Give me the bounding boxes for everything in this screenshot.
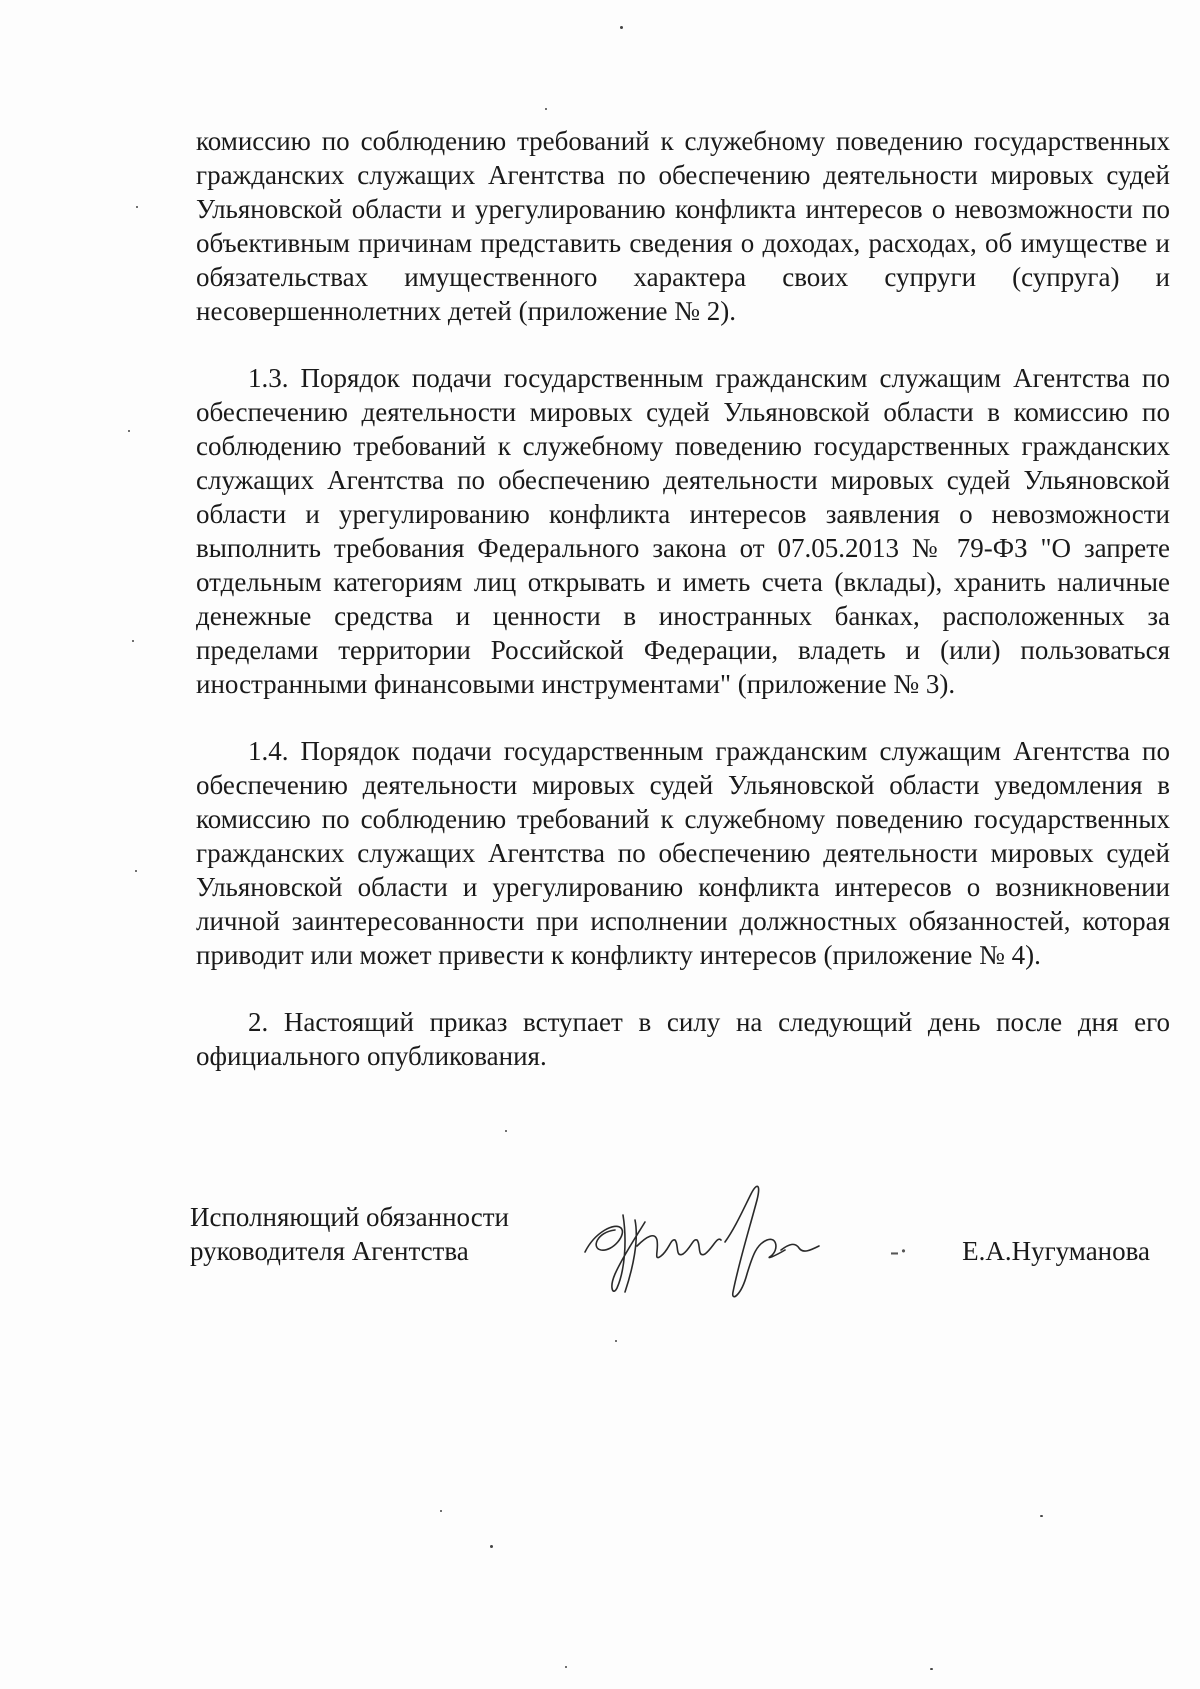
scan-speck [615, 1340, 617, 1342]
scan-speck [490, 1545, 493, 1548]
signature-dash: -· [890, 1236, 908, 1266]
paragraph-1-4: 1.4. Порядок подачи государственным гражданским служащим Агентства по обеспечению деятельности мировых судей Ульяновской области уведомления в комиссию по соблюдению требований к служебному поведению государственных гражданских служащих Агентства по обеспечению деятельности мировых судей Ульяновской области и урегулированию конфликта интересов о возникновении личной заинтересованности при исполнении должностных обязанностей, которая приводит или может привести к конфликту интересов (приложение № 4). [196, 736, 1170, 970]
handwritten-signature-icon [575, 1170, 845, 1320]
scan-speck [545, 108, 547, 110]
signatory-name: Е.А.Нугуманова [962, 1236, 1150, 1266]
scan-speck [565, 1666, 567, 1668]
signature-block [190, 1200, 1170, 1320]
scan-speck [1040, 1515, 1043, 1517]
document-body [196, 124, 1170, 1106]
scan-speck [135, 870, 137, 872]
signatory-title-line2: руководителя Агентства [190, 1236, 469, 1266]
scan-speck [620, 26, 623, 29]
signatory-title-line1: Исполняющий обязанности [190, 1202, 509, 1232]
scan-speck [128, 430, 130, 432]
paragraph-2: 2. Настоящий приказ вступает в силу на следующий день после дня его официального опубликования. [196, 1007, 1170, 1071]
scan-speck [132, 640, 134, 642]
signatory-title [190, 1200, 550, 1268]
scan-speck [930, 1668, 933, 1670]
paragraph-1-3: 1.3. Порядок подачи государственным гражданским служащим Агентства по обеспечению деятельности мировых судей Ульяновской области в комиссию по соблюдению требований к служебному поведению государственных гражданских служащих Агентства по обеспечению деятельности мировых судей Ульяновской области и урегулированию конфликта интересов заявления о невозможности выполнить требования Федерального закона от 07.05.2013 № 79-ФЗ "О запрете отдельным категориям лиц открывать и иметь счета (вклады), хранить наличные денежные средства и ценности в иностранных банках, расположенных за пределами территории Российской Федерации, владеть и (или) пользоваться иностранными финансовыми инструментами" (приложение № 3). [196, 363, 1170, 699]
scan-speck [440, 1510, 442, 1512]
scan-speck [505, 1130, 507, 1132]
paragraph-commission-continued: комиссию по соблюдению требований к служебному поведению государственных гражданских служащих Агентства по обеспечению деятельности мировых судей Ульяновской области и урегулированию конфликта интересов о невозможности по объективным причинам представить сведения о доходах, расходах, об имуществе и обязательствах имущественного характера своих супруги (супруга) и несовершеннолетних детей (приложение № 2). [196, 126, 1170, 326]
scan-speck [136, 206, 138, 208]
